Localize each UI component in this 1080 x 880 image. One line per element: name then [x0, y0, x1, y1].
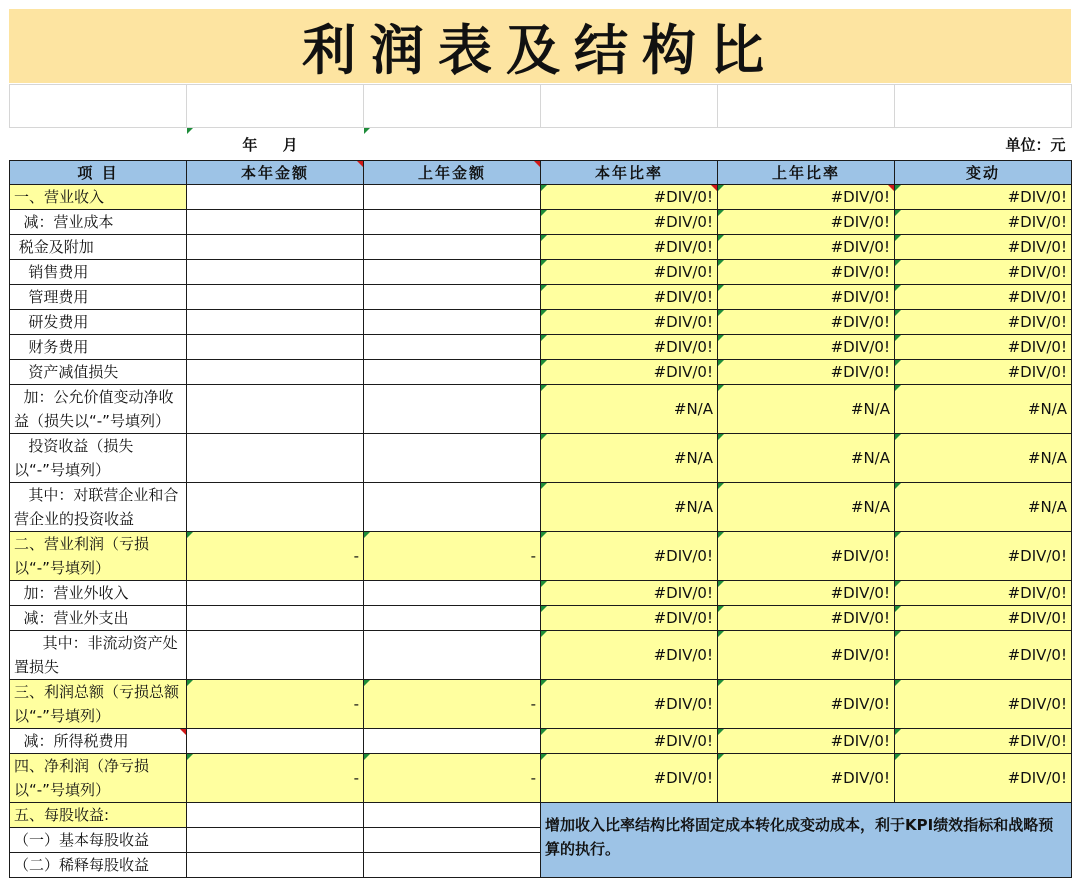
current-year-ratio[interactable]: #DIV/0! [541, 185, 718, 210]
current-year-amount[interactable] [187, 483, 364, 532]
table-row [10, 310, 1072, 335]
current-year-ratio[interactable]: #DIV/0! [541, 285, 718, 310]
row-label[interactable]: 税金及附加 [10, 235, 187, 260]
prior-year-amount[interactable] [364, 335, 541, 360]
table-row [10, 606, 1072, 631]
row-label[interactable]: 三、利润总额（亏损总额以“-”号填列） [10, 680, 187, 729]
prior-year-ratio[interactable]: #DIV/0! [718, 360, 895, 385]
prior-year-ratio[interactable]: #DIV/0! [718, 680, 895, 729]
ratio-change[interactable]: #DIV/0! [895, 631, 1072, 680]
row-label[interactable]: （二）稀释每股收益 [10, 853, 187, 878]
prior-year-ratio[interactable]: #DIV/0! [718, 532, 895, 581]
current-year-amount[interactable] [187, 606, 364, 631]
prior-year-amount[interactable] [364, 285, 541, 310]
current-year-ratio[interactable]: #N/A [541, 434, 718, 483]
ratio-change[interactable]: #DIV/0! [895, 360, 1072, 385]
row-label[interactable]: 财务费用 [10, 335, 187, 360]
table-row [10, 335, 1072, 360]
table-row [10, 360, 1072, 385]
current-year-amount[interactable]: - [187, 754, 364, 803]
table-row [10, 285, 1072, 310]
table-row [10, 729, 1072, 754]
ratio-change[interactable]: #DIV/0! [895, 285, 1072, 310]
current-year-amount[interactable] [187, 853, 364, 878]
current-year-amount[interactable] [187, 310, 364, 335]
current-year-amount[interactable] [187, 360, 364, 385]
row-label[interactable]: 加：营业外收入 [10, 581, 187, 606]
ratio-change[interactable]: #DIV/0! [895, 754, 1072, 803]
prior-year-amount[interactable] [364, 360, 541, 385]
table-row [10, 581, 1072, 606]
current-year-amount[interactable]: - [187, 680, 364, 729]
year-month-cell[interactable]: 年 月 [187, 128, 364, 161]
ratio-change[interactable]: #DIV/0! [895, 729, 1072, 754]
ratio-change[interactable]: #N/A [895, 385, 1072, 434]
prior-year-amount[interactable] [364, 385, 541, 434]
current-year-amount[interactable]: - [187, 532, 364, 581]
current-year-ratio[interactable]: #DIV/0! [541, 235, 718, 260]
current-year-amount[interactable] [187, 210, 364, 235]
current-year-ratio[interactable]: #DIV/0! [541, 631, 718, 680]
prior-year-amount[interactable] [364, 483, 541, 532]
prior-year-ratio[interactable]: #DIV/0! [718, 729, 895, 754]
prior-year-ratio[interactable]: #N/A [718, 385, 895, 434]
current-year-amount[interactable] [187, 729, 364, 754]
row-label[interactable]: 其中：对联营企业和合营企业的投资收益 [10, 483, 187, 532]
current-year-ratio[interactable]: #DIV/0! [541, 729, 718, 754]
table-row [10, 532, 1072, 581]
current-year-ratio[interactable]: #N/A [541, 483, 718, 532]
prior-year-ratio[interactable]: #DIV/0! [718, 185, 895, 210]
header-prev-ratio[interactable]: 上年比率 [718, 161, 895, 185]
prior-year-amount[interactable] [364, 310, 541, 335]
prior-year-amount[interactable] [364, 235, 541, 260]
prior-year-amount[interactable] [364, 729, 541, 754]
blank-cell[interactable] [10, 85, 187, 128]
current-year-amount[interactable] [187, 581, 364, 606]
prior-year-amount[interactable] [364, 260, 541, 285]
table-row [10, 385, 1072, 434]
current-year-amount[interactable] [187, 285, 364, 310]
ratio-change[interactable]: #N/A [895, 483, 1072, 532]
prior-year-amount[interactable]: - [364, 532, 541, 581]
prior-year-ratio[interactable]: #DIV/0! [718, 260, 895, 285]
ratio-change[interactable]: #DIV/0! [895, 185, 1072, 210]
current-year-ratio[interactable]: #DIV/0! [541, 754, 718, 803]
row-label[interactable]: 二、营业利润（亏损以“-”号填列） [10, 532, 187, 581]
current-year-ratio[interactable]: #DIV/0! [541, 210, 718, 235]
blank-cell[interactable] [187, 85, 364, 128]
prior-year-ratio[interactable]: #N/A [718, 483, 895, 532]
header-prev-amount[interactable]: 上年金额 [364, 161, 541, 185]
row-label[interactable]: 五、每股收益: [10, 803, 187, 828]
prior-year-amount[interactable] [364, 210, 541, 235]
current-year-ratio[interactable]: #DIV/0! [541, 360, 718, 385]
title-banner [9, 9, 1071, 83]
ratio-change[interactable]: #DIV/0! [895, 260, 1072, 285]
row-label[interactable]: 四、净利润（净亏损以“-”号填列） [10, 754, 187, 803]
current-year-amount[interactable] [187, 803, 364, 828]
prior-year-amount[interactable]: - [364, 754, 541, 803]
current-year-amount[interactable] [187, 828, 364, 853]
income-statement-table [9, 84, 1072, 878]
table-row [10, 631, 1072, 680]
prior-year-ratio[interactable]: #DIV/0! [718, 210, 895, 235]
row-label[interactable]: 研发费用 [10, 310, 187, 335]
ratio-change[interactable]: #DIV/0! [895, 310, 1072, 335]
current-year-amount[interactable] [187, 335, 364, 360]
prior-year-ratio[interactable]: #DIV/0! [718, 754, 895, 803]
row-label[interactable]: 管理费用 [10, 285, 187, 310]
prior-year-amount[interactable] [364, 185, 541, 210]
row-label[interactable]: 减：所得税费用 [10, 729, 187, 754]
header-cur-amount[interactable]: 本年金额 [187, 161, 364, 185]
current-year-amount[interactable] [187, 235, 364, 260]
prior-year-amount[interactable]: - [364, 680, 541, 729]
prior-year-amount[interactable] [364, 828, 541, 853]
current-year-amount[interactable] [187, 260, 364, 285]
table-row [10, 434, 1072, 483]
prior-year-ratio[interactable]: #DIV/0! [718, 310, 895, 335]
row-label[interactable]: 减：营业成本 [10, 210, 187, 235]
header-change[interactable]: 变动 [895, 161, 1072, 185]
table-row [10, 803, 1072, 828]
ratio-change[interactable]: #DIV/0! [895, 335, 1072, 360]
row-label[interactable]: 资产减值损失 [10, 360, 187, 385]
current-year-amount[interactable] [187, 385, 364, 434]
unit-cell[interactable]: 单位：元 [1005, 135, 1066, 154]
current-year-ratio[interactable]: #N/A [541, 385, 718, 434]
prior-year-amount[interactable] [364, 631, 541, 680]
ratio-change[interactable]: #DIV/0! [895, 235, 1072, 260]
prior-year-ratio[interactable]: #N/A [718, 434, 895, 483]
prior-year-ratio[interactable]: #DIV/0! [718, 606, 895, 631]
blank-cell[interactable] [895, 85, 1072, 128]
blank-cell[interactable] [364, 85, 541, 128]
ratio-change[interactable]: #DIV/0! [895, 680, 1072, 729]
row-label[interactable]: 投资收益（损失以“-”号填列） [10, 434, 187, 483]
blank-cell[interactable] [718, 85, 895, 128]
current-year-ratio[interactable]: #DIV/0! [541, 680, 718, 729]
prior-year-ratio[interactable]: #DIV/0! [718, 631, 895, 680]
current-year-ratio[interactable]: #DIV/0! [541, 335, 718, 360]
header-row [10, 161, 1072, 185]
current-year-ratio[interactable]: #DIV/0! [541, 532, 718, 581]
prior-year-ratio[interactable]: #DIV/0! [718, 335, 895, 360]
meta-empty [718, 128, 895, 161]
current-year-ratio[interactable]: #DIV/0! [541, 581, 718, 606]
ratio-change[interactable]: #DIV/0! [895, 606, 1072, 631]
current-year-amount[interactable] [187, 631, 364, 680]
table-row [10, 260, 1072, 285]
row-label[interactable]: （一）基本每股收益 [10, 828, 187, 853]
current-year-amount[interactable] [187, 185, 364, 210]
table-row [10, 754, 1072, 803]
prior-year-amount[interactable] [364, 803, 541, 828]
ratio-note[interactable]: 增加收入比率结构比将固定成本转化成变动成本，利于KPI绩效指标和战略预算的执行。 [541, 803, 1072, 878]
ratio-change[interactable]: #DIV/0! [895, 532, 1072, 581]
current-year-ratio[interactable]: #DIV/0! [541, 260, 718, 285]
row-label[interactable]: 减：营业外支出 [10, 606, 187, 631]
ratio-change[interactable]: #DIV/0! [895, 581, 1072, 606]
ratio-change[interactable]: #DIV/0! [895, 210, 1072, 235]
prior-year-amount[interactable] [364, 853, 541, 878]
current-year-ratio[interactable]: #DIV/0! [541, 310, 718, 335]
prior-year-amount[interactable] [364, 581, 541, 606]
row-label[interactable]: 其中：非流动资产处置损失 [10, 631, 187, 680]
table-row [10, 483, 1072, 532]
prior-year-ratio[interactable]: #DIV/0! [718, 285, 895, 310]
table-row [10, 210, 1072, 235]
current-year-amount[interactable] [187, 434, 364, 483]
prior-year-ratio[interactable]: #DIV/0! [718, 581, 895, 606]
prior-year-amount[interactable] [364, 434, 541, 483]
sheet-title: 利润表及结构比 [302, 18, 778, 82]
meta-empty [10, 128, 187, 161]
row-label[interactable]: 加：公允价值变动净收益（损失以“-”号填列） [10, 385, 187, 434]
current-year-ratio[interactable]: #DIV/0! [541, 606, 718, 631]
header-cur-ratio[interactable]: 本年比率 [541, 161, 718, 185]
meta-row [10, 128, 1072, 161]
header-item[interactable]: 项 目 [10, 161, 187, 185]
prior-year-amount[interactable] [364, 606, 541, 631]
table-row [10, 185, 1072, 210]
table-row [10, 235, 1072, 260]
meta-empty [364, 128, 541, 161]
ratio-change[interactable]: #N/A [895, 434, 1072, 483]
table-row [10, 680, 1072, 729]
row-label[interactable]: 一、营业收入 [10, 185, 187, 210]
blank-cell[interactable] [541, 85, 718, 128]
prior-year-ratio[interactable]: #DIV/0! [718, 235, 895, 260]
blank-row [10, 85, 1072, 128]
meta-empty [541, 128, 718, 161]
row-label[interactable]: 销售费用 [10, 260, 187, 285]
